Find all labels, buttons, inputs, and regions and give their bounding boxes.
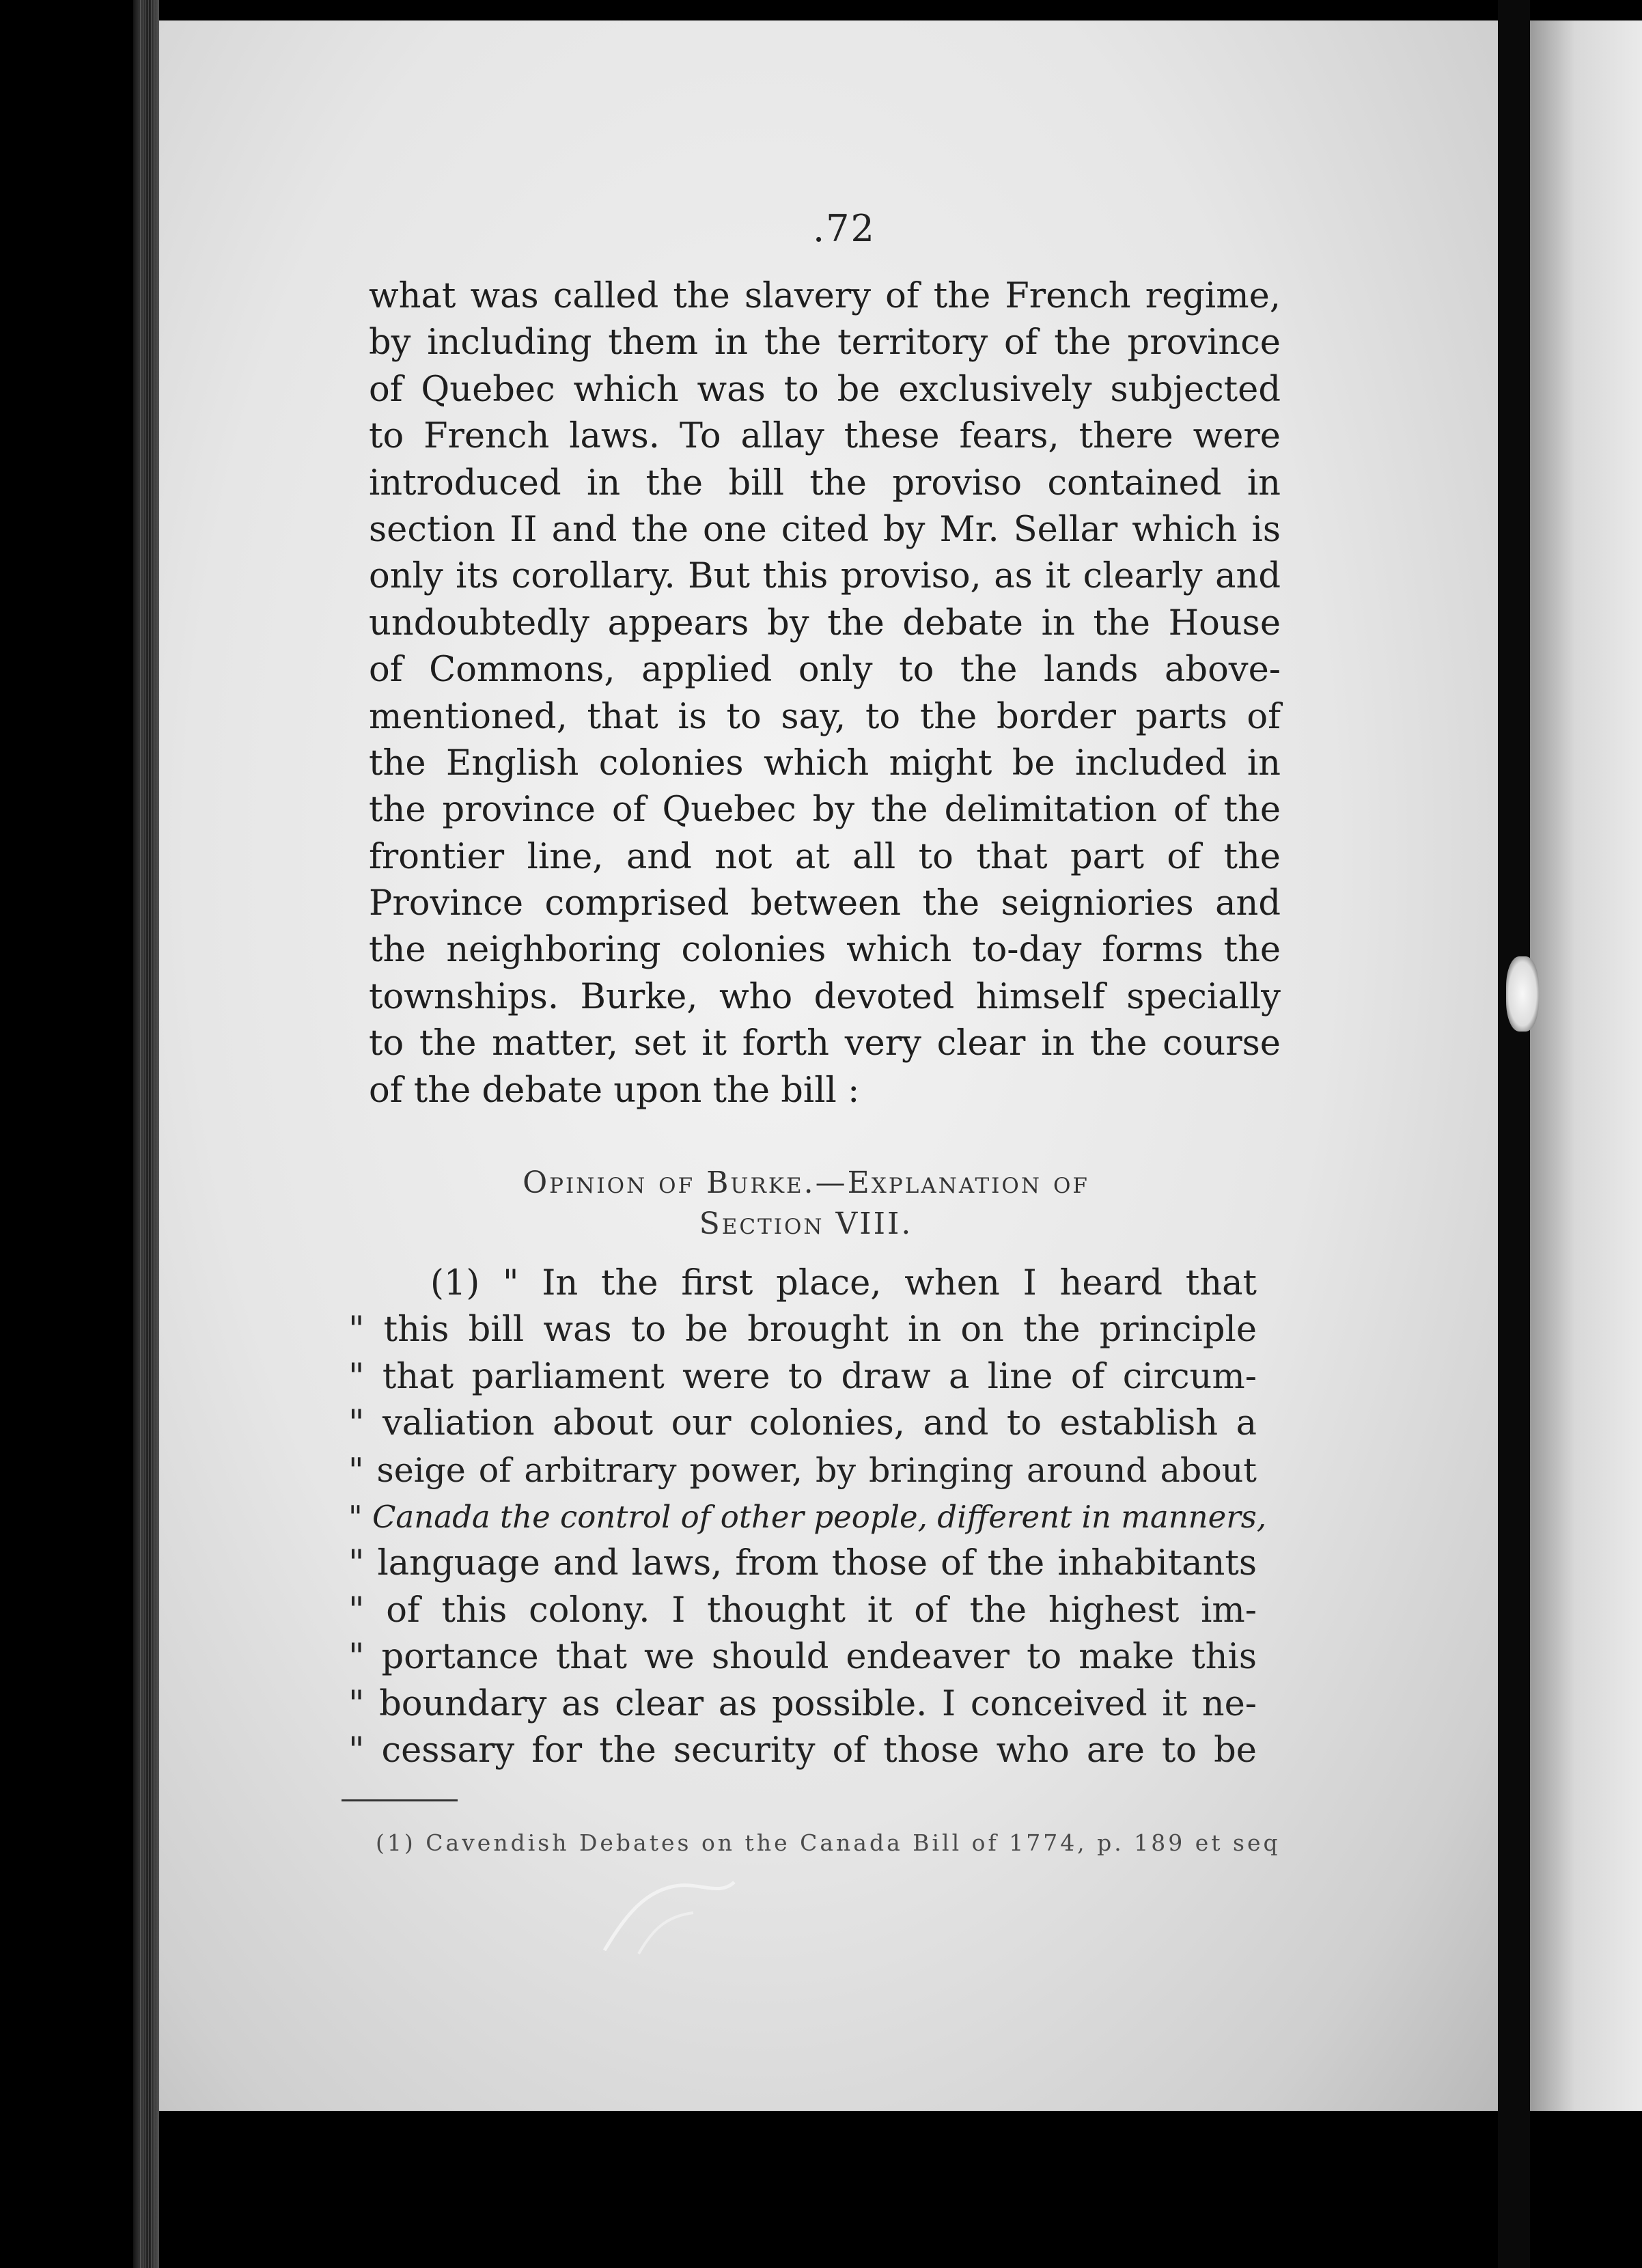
body-line: of Quebec which was to be exclusively subjected	[369, 369, 1281, 410]
body-line: by including them in the territory of the province	[369, 322, 1281, 363]
body-line: section II and the one cited by Mr. Sellar which is	[369, 509, 1281, 550]
body-line: Province comprised between the seigniories and	[369, 883, 1281, 924]
quote-line: " portance that we should endeaver to make this	[348, 1637, 1257, 1678]
quote-line: " boundary as clear as possible. I conceived it ne-	[348, 1683, 1257, 1724]
body-line: undoubtedly appears by the debate in the House	[369, 603, 1281, 644]
heading-line: Opinion of Burke.—Explanation of	[523, 1165, 1089, 1200]
body-line: introduced in the bill the proviso contained in	[369, 462, 1281, 503]
body-line: of Commons, applied only to the lands above-	[369, 650, 1281, 691]
quote-line: " of this colony. I thought it of the highest im-	[348, 1590, 1257, 1631]
quote-line: (1) " In the first place, when I heard that	[430, 1263, 1257, 1303]
page-stack-edges	[140, 0, 156, 2268]
body-paragraph	[369, 273, 1281, 1114]
scan-blemish	[1506, 956, 1539, 1032]
facing-page-edge	[1530, 20, 1642, 2111]
body-line: to the matter, set it forth very clear in the course	[369, 1023, 1281, 1064]
heading-line: Section VIII.	[699, 1206, 913, 1241]
quote-line: " Canada the control of other people, different in manners,	[348, 1498, 1267, 1535]
body-line: only its corollary. But this proviso, as it clearly and	[369, 556, 1281, 597]
body-line: what was called the slavery of the French regime,	[369, 276, 1281, 316]
pencil-marks	[598, 1875, 755, 1957]
quote-line: " this bill was to be brought in on the principle	[348, 1310, 1257, 1351]
page-number: .72	[813, 207, 876, 250]
quote-line: " that parliament were to draw a line of circum-	[348, 1356, 1257, 1397]
body-line: the province of Quebec by the delimitation of the	[369, 790, 1281, 831]
footnote-divider	[342, 1799, 458, 1801]
body-line: frontier line, and not at all to that part of the	[369, 836, 1281, 877]
body-line: to French laws. To allay these fears, there were	[369, 416, 1281, 457]
body-line: the English colonies which might be included in	[369, 743, 1281, 784]
body-line: townships. Burke, who devoted himself specially	[369, 976, 1281, 1017]
quote-line: " seige of arbitrary power, by bringing around about	[348, 1450, 1257, 1490]
body-line: of the debate upon the bill :	[369, 1070, 860, 1111]
quote-line: " language and laws, from those of the inhabitants	[348, 1543, 1257, 1584]
body-line: the neighboring colonies which to-day forms the	[369, 930, 1281, 971]
body-line: mentioned, that is to say, to the border parts of	[369, 696, 1281, 737]
footnote: (1) Cavendish Debates on the Canada Bill of 1774, p. 189 et seq	[376, 1829, 1281, 1856]
quote-line: " cessary for the security of those who are to be	[348, 1730, 1257, 1771]
quoted-passage	[348, 1260, 1267, 1774]
quote-line: " valiation about our colonies, and to establish a	[348, 1403, 1257, 1444]
page-gutter	[1498, 0, 1530, 2268]
section-heading	[437, 1163, 1175, 1245]
